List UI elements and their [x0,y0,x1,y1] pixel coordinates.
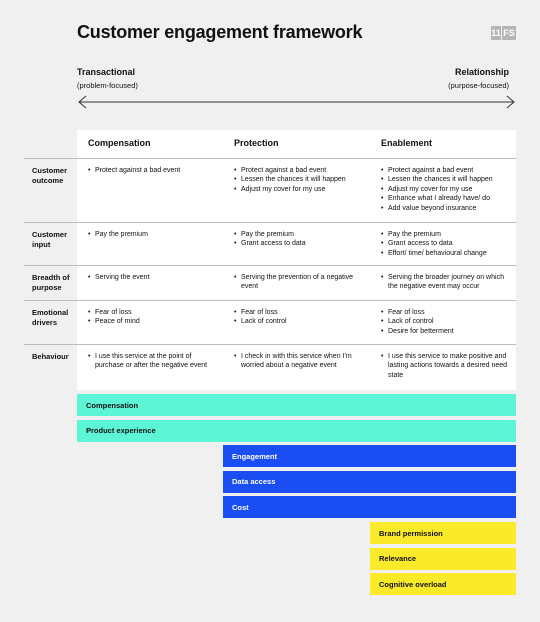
table-cell [88,230,220,239]
bar-data-access: Data access [223,471,516,493]
bar-brand-permission: Brand permission [370,522,516,544]
table-cell [381,308,511,336]
table-cell [88,308,220,327]
table-cell [234,308,366,327]
bullet-item: • Lack of control [381,317,511,326]
bullet-item: • Serving the broader journey on which the negative event may occur [381,273,511,292]
bullet-item: • Lessen the chances it will happen [234,175,366,184]
row-label: Behaviour [32,352,69,361]
bullet-item: • I use this service to make positive and lasting actions towards a desired need state [381,352,511,380]
logo-letters: FS [503,28,515,38]
bullet-item: • Lessen the chances it will happen [381,175,511,184]
axis-left-title: Transactional [77,67,136,77]
row-label: Emotional drivers [32,308,69,327]
column-header-protection: Protection [234,138,279,148]
axis-right-label [448,67,509,90]
bullet-item: • I use this service at the point of purchase or after the negative event [88,352,220,371]
bullet-item: • Serving the event [88,273,220,282]
bullet-item: • Peace of mind [88,317,220,326]
bullet-item: • Fear of loss [234,308,366,317]
bar-compensation: Compensation [77,394,516,416]
bullet-item: • Serving the prevention of a negative event [234,273,366,292]
table-cell [381,273,511,292]
table-cell [234,230,366,249]
row-label: Breadth of purpose [32,273,70,292]
bullet-item: • Protect against a bad event [381,166,511,175]
bar-cognitive-overload: Cognitive overload [370,573,516,595]
bullet-item: • Protect against a bad event [234,166,366,175]
table-cell [234,166,366,194]
bullet-item: • Desire for betterment [381,327,511,336]
table-cell [88,166,220,175]
axis-right-title: Relationship [454,67,509,77]
bullet-item: • Add value beyond insurance [381,204,511,213]
axis-left-subtitle: (problem-focused) [77,81,138,90]
table-cell [381,166,511,213]
axis-right-subtitle: (purpose-focused) [448,81,509,90]
column-header-enablement: Enablement [381,138,433,148]
bullet-item: • Grant access to data [234,239,366,248]
bullet-item: • Adjust my cover for my use [234,185,366,194]
bullet-item: • Pay the premium [88,230,220,239]
row-label: Customer input [32,230,68,249]
bullet-item: • I check in with this service when I'm worried about a negative event [234,352,366,371]
bar-engagement: Engagement [223,445,516,467]
bar-product-experience: Product experience [77,420,516,442]
bullet-item: • Protect against a bad event [88,166,220,175]
bullet-item: • Pay the premium [381,230,511,239]
table-cell [381,230,511,258]
bar-relevance: Relevance [370,548,516,570]
column-header-compensation: Compensation [88,138,151,148]
page-title: Customer engagement framework [77,22,363,42]
row-divider [24,158,516,159]
logo-number: 11 [491,28,501,38]
bullet-item: • Adjust my cover for my use [381,185,511,194]
axis-left-label [77,67,138,90]
bullet-item: • Pay the premium [234,230,366,239]
table-cell [234,352,366,371]
bullet-item: • Fear of loss [88,308,220,317]
bar-cost: Cost [223,496,516,518]
bullet-item: • Grant access to data [381,239,511,248]
brand-logo [491,26,516,40]
table-cell [381,352,511,380]
row-label: Customer outcome [32,166,68,185]
row-divider [24,300,516,301]
row-divider [24,265,516,266]
table-cell [234,273,366,292]
row-divider [24,222,516,223]
double-arrow-icon [77,95,517,109]
table-cell [88,352,220,371]
row-divider [24,344,516,345]
table-cell [88,273,220,282]
bullet-item: • Lack of control [234,317,366,326]
bullet-item: • Fear of loss [381,308,511,317]
bullet-item: • Enhance what I already have/ do [381,194,511,203]
bullet-item: • Effort/ time/ behavioural change [381,249,511,258]
